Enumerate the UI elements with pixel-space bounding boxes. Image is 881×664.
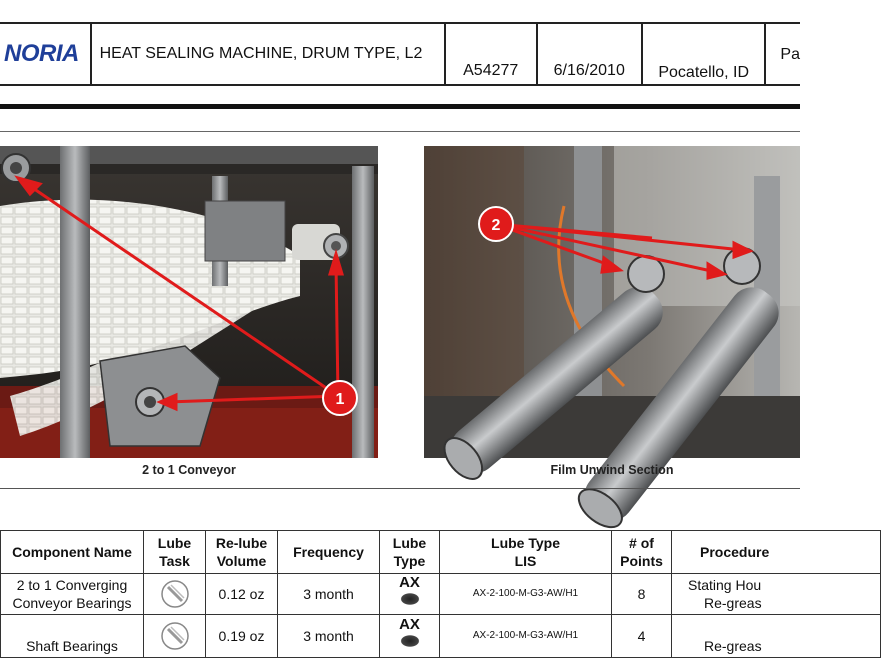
lube-lis: AX-2-100-M-G3-AW/H1 xyxy=(440,615,612,658)
document-date: 6/16/2010 xyxy=(553,62,625,79)
lubrication-table xyxy=(0,530,881,658)
document-header xyxy=(0,22,800,86)
relube-volume: 0.19 oz xyxy=(206,615,278,658)
lube-type xyxy=(380,574,440,615)
header-lube-type-lis: Lube Type LIS xyxy=(440,531,612,574)
page-label: Pa xyxy=(780,46,800,63)
table-row xyxy=(1,574,881,615)
header-component-name: Component Name xyxy=(1,531,144,574)
location-cell xyxy=(643,24,766,84)
lube-task xyxy=(144,574,206,615)
ax-grease-icon: AX xyxy=(392,616,428,652)
header-frequency: Frequency xyxy=(278,531,380,574)
header-rule-thick xyxy=(0,104,800,109)
page-cell xyxy=(766,24,800,84)
logo-cell xyxy=(0,24,92,84)
grease-gun-task-icon xyxy=(160,579,190,609)
header-lube-task: Lube Task xyxy=(144,531,206,574)
procedure: Re-greas xyxy=(672,615,881,658)
table-row xyxy=(1,615,881,658)
table-header-row xyxy=(1,531,881,574)
header-num-points: # of Points xyxy=(612,531,672,574)
conveyor-photo xyxy=(0,146,378,458)
component-name: 2 to 1 Converging Conveyor Bearings xyxy=(1,574,144,615)
relube-volume: 0.12 oz xyxy=(206,574,278,615)
component-name: Shaft Bearings xyxy=(1,615,144,658)
header-rule-thin xyxy=(0,131,800,132)
film-unwind-photo xyxy=(424,146,800,458)
machine-title: HEAT SEALING MACHINE, DRUM TYPE, L2 xyxy=(99,45,423,62)
header-procedure: Procedure xyxy=(672,531,881,574)
film-unwind-caption: Film Unwind Section xyxy=(550,463,674,477)
frequency: 3 month xyxy=(278,574,380,615)
grease-gun-task-icon xyxy=(160,621,190,651)
date-cell xyxy=(538,24,644,84)
lube-lis: AX-2-100-M-G3-AW/H1 xyxy=(440,574,612,615)
num-points: 8 xyxy=(612,574,672,615)
ax-grease-icon: AX xyxy=(392,574,428,610)
header-relube-volume: Re-lube Volume xyxy=(206,531,278,574)
callout-1: 1 xyxy=(335,391,345,408)
machine-title-cell xyxy=(92,24,446,84)
frequency: 3 month xyxy=(278,615,380,658)
conveyor-caption: 2 to 1 Conveyor xyxy=(142,463,236,477)
lube-task xyxy=(144,615,206,658)
asset-id-cell xyxy=(446,24,538,84)
callout-2: 2 xyxy=(491,217,501,234)
noria-logo: NORIA xyxy=(4,40,79,67)
section-rule xyxy=(0,488,800,489)
num-points: 4 xyxy=(612,615,672,658)
asset-id: A54277 xyxy=(463,62,519,79)
location: Pocatello, ID xyxy=(658,64,750,81)
procedure: Stating Hou Re-greas xyxy=(672,574,881,615)
lube-type xyxy=(380,615,440,658)
header-lube-type: Lube Type xyxy=(380,531,440,574)
